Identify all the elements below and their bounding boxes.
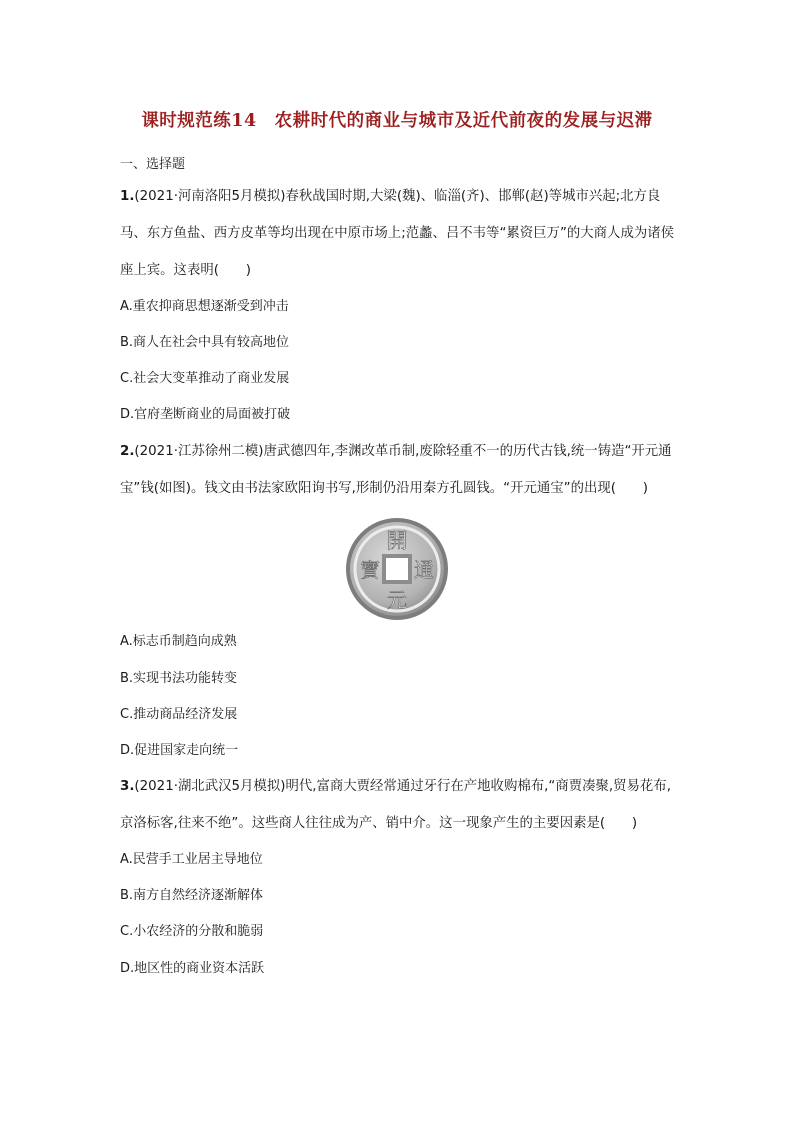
coin-char-bottom: 元	[387, 588, 407, 612]
question-2-option-b: B.实现书法功能转变	[120, 671, 238, 686]
question-1-line-1	[120, 188, 660, 206]
question-1-number: 1.	[120, 189, 135, 204]
question-3-line-1	[120, 778, 671, 796]
question-1-option-b: B.商人在社会中具有较高地位	[120, 335, 290, 350]
question-2-line-2: 宝”钱(如图)。钱文由书法家欧阳询书写,形制仍沿用秦方孔圆钱。“开元通宝”的出现( )	[120, 481, 649, 496]
question-2-line-1	[120, 443, 672, 461]
page-title: 课时规范练14 农耕时代的商业与城市及近代前夜的发展与迟滞	[141, 111, 653, 131]
coin-char-top: 開	[386, 529, 408, 553]
question-3-option-b: B.南方自然经济逐渐解体	[120, 888, 264, 903]
question-1-line-3: 座上宾。这表明( )	[120, 263, 251, 278]
question-3-line-2: 京洛标客,往来不绝”。这些商人往往成为产、销中介。这一现象产生的主要因素是( )	[120, 816, 638, 831]
question-2-text-1: (2021·江苏徐州二模)唐武德四年,李渊改革币制,废除轻重不一的历代古钱,统一铸造“开元通	[134, 444, 672, 459]
question-2-option-c: C.推动商品经济发展	[120, 707, 238, 722]
question-3-option-c: C.小农经济的分散和脆弱	[120, 924, 264, 939]
question-3-number: 3.	[120, 779, 135, 794]
question-2-number: 2.	[120, 444, 135, 459]
coin-square-hole	[386, 558, 408, 580]
section-heading: 一、选择题	[120, 157, 186, 172]
question-1-line-2: 马、东方鱼盐、西方皮革等均出现在中原市场上;范蠡、吕不韦等“累资巨万”的大商人成为诸侯	[120, 226, 675, 241]
question-2-option-d: D.促进国家走向统一	[120, 743, 239, 758]
question-2-option-a: A.标志币制趋向成熟	[120, 634, 237, 649]
question-1-option-c: C.社会大变革推动了商业发展	[120, 371, 290, 386]
question-3-option-d: D.地区性的商业资本活跃	[120, 961, 265, 976]
question-1-option-d: D.官府垄断商业的局面被打破	[120, 407, 291, 422]
question-1-option-a: A.重农抑商思想逐渐受到冲击	[120, 299, 289, 314]
question-3-text-1: (2021·湖北武汉5月模拟)明代,富商大贾经常通过牙行在产地收购棉布,“商贾凑聚,贸易花布,	[134, 779, 671, 794]
question-1-text-1: (2021·河南洛阳5月模拟)春秋战国时期,大梁(魏)、临淄(齐)、邯郸(赵)等城市兴起;北方良	[134, 189, 661, 204]
coin-char-left: 寶	[360, 558, 380, 582]
question-3-option-a: A.民营手工业居主导地位	[120, 852, 263, 867]
kaiyuan-coin-image	[345, 517, 449, 621]
coin-char-right: 通	[414, 558, 434, 582]
